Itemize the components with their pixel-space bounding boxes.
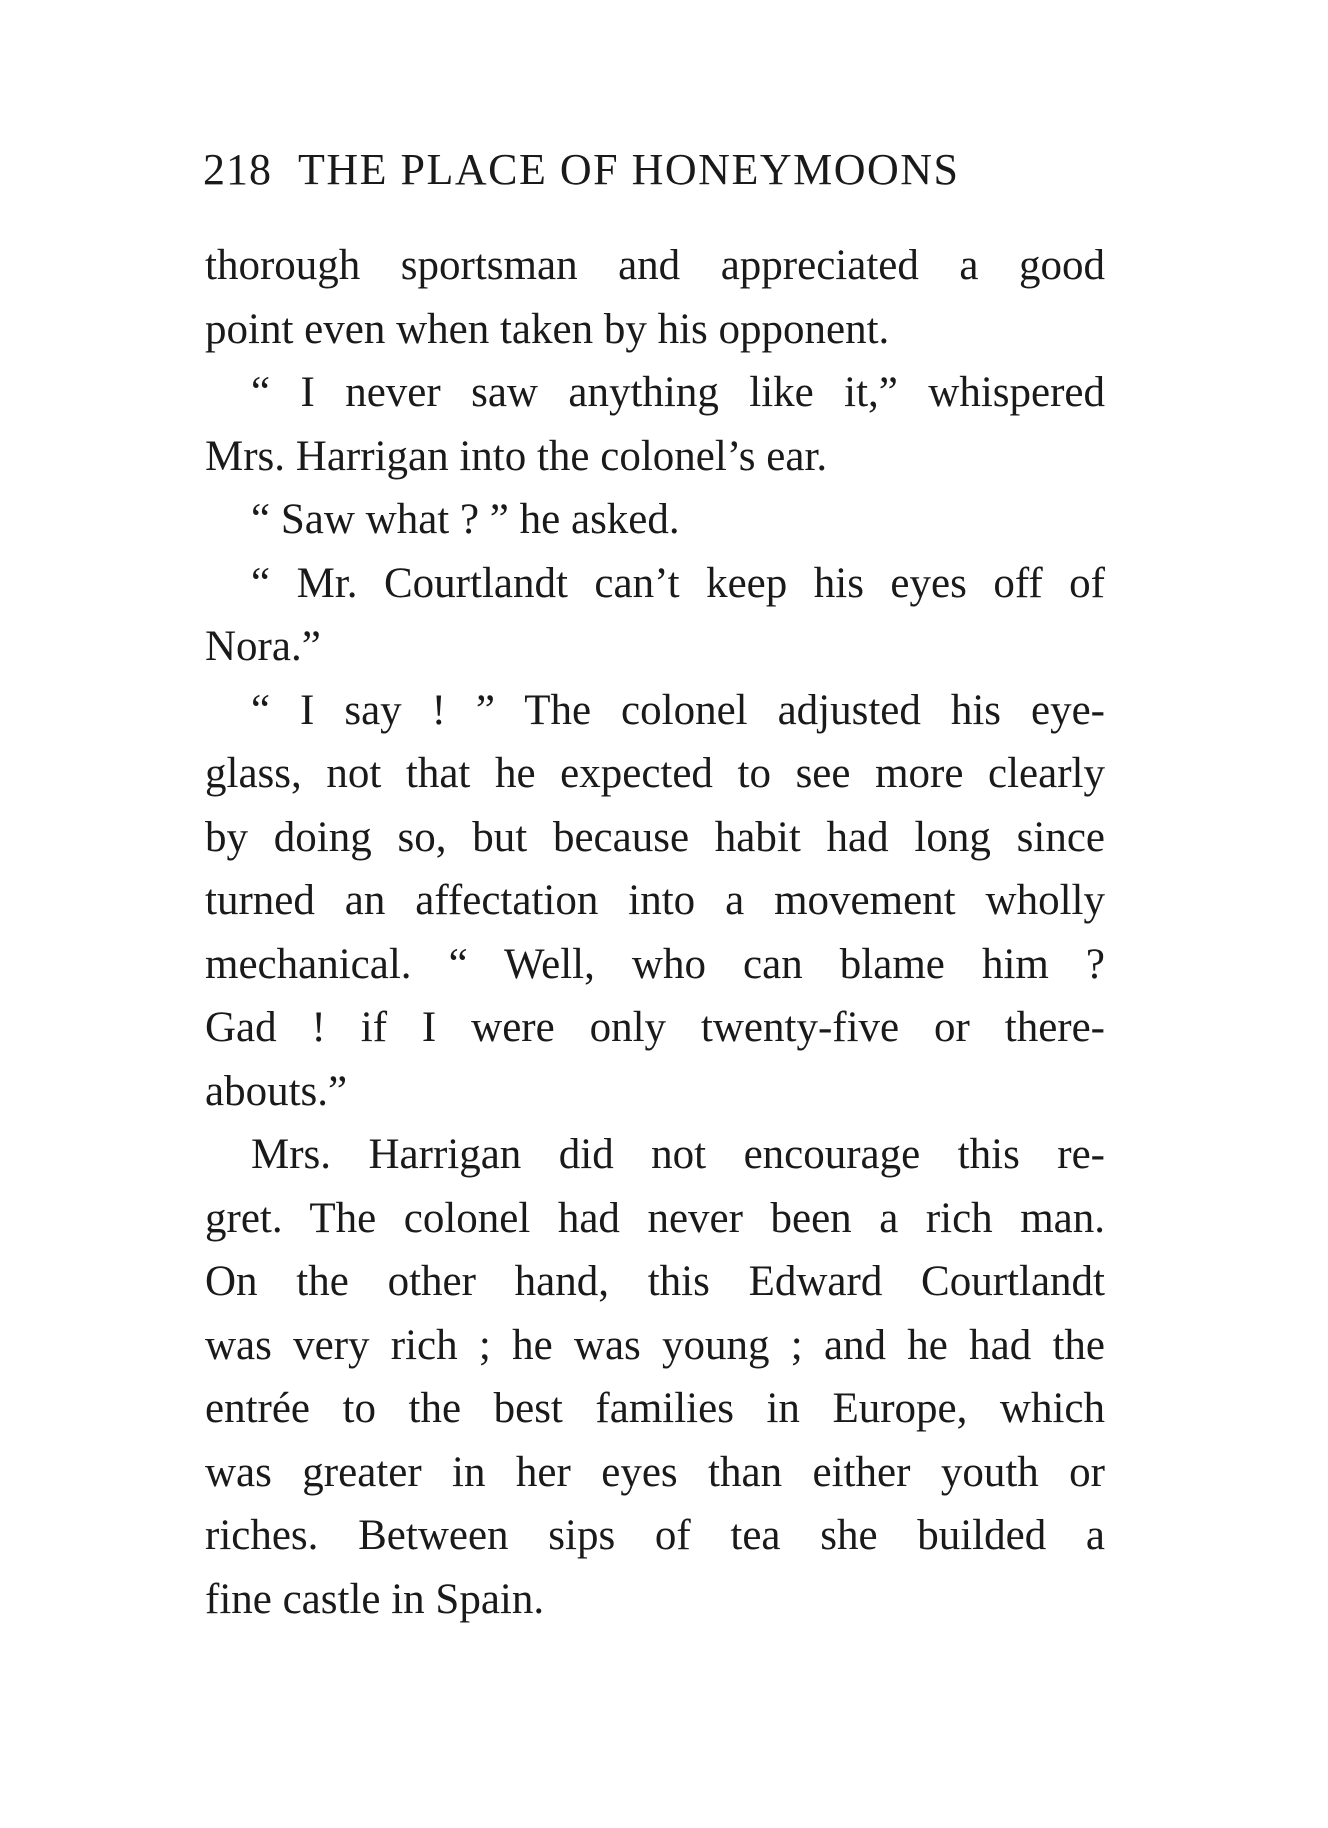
text-line: fine castle in Spain. (205, 1575, 545, 1623)
text-line: “ I never saw anything like it,” whispered (251, 369, 1105, 416)
paragraph (205, 1123, 1105, 1631)
text-line: was greater in her eyes than either youth or (205, 1448, 1105, 1496)
text-line: On the other hand, this Edward Courtlandt (205, 1258, 1105, 1305)
body-text (205, 234, 1105, 1631)
text-line: “ Mr. Courtlandt can’t keep his eyes off of (251, 559, 1105, 607)
text-line: glass, not that he expected to see more clearly (205, 750, 1105, 797)
text-line: turned an affectation into a movement wholly (205, 877, 1105, 924)
text-line: Gad ! if I were only twenty-five or there- (205, 1004, 1105, 1051)
text-line: Nora.” (205, 623, 321, 670)
text-line: was very rich ; he was young ; and he had the (205, 1321, 1105, 1369)
page-number: 218 (203, 145, 272, 194)
text-line: entrée to the best families in Europe, which (205, 1385, 1105, 1432)
paragraph (205, 552, 1105, 679)
paragraph (205, 361, 1105, 488)
text-line: abouts.” (205, 1067, 348, 1115)
text-line: riches. Between sips of tea she builded a (205, 1512, 1105, 1559)
book-title: THE PLACE OF HONEYMOONS (298, 145, 960, 194)
paragraph (205, 234, 1105, 361)
text-line: “ Saw what ? ” he asked. (251, 496, 680, 543)
text-line: point even when taken by his opponent. (205, 305, 890, 353)
text-line: Mrs. Harrigan into the colonel’s ear. (205, 432, 828, 480)
text-line: thorough sportsman and appreciated a good (205, 242, 1105, 289)
running-head (203, 145, 1103, 194)
text-line: “ I say ! ” The colonel adjusted his eye- (251, 686, 1105, 734)
paragraph (205, 679, 1105, 1124)
text-line: mechanical. “ Well, who can blame him ? (205, 940, 1105, 988)
paragraph (205, 488, 1105, 552)
text-line: gret. The colonel had never been a rich man. (205, 1194, 1105, 1242)
text-line: by doing so, but because habit had long since (205, 813, 1105, 861)
text-line: Mrs. Harrigan did not encourage this re- (251, 1131, 1105, 1178)
